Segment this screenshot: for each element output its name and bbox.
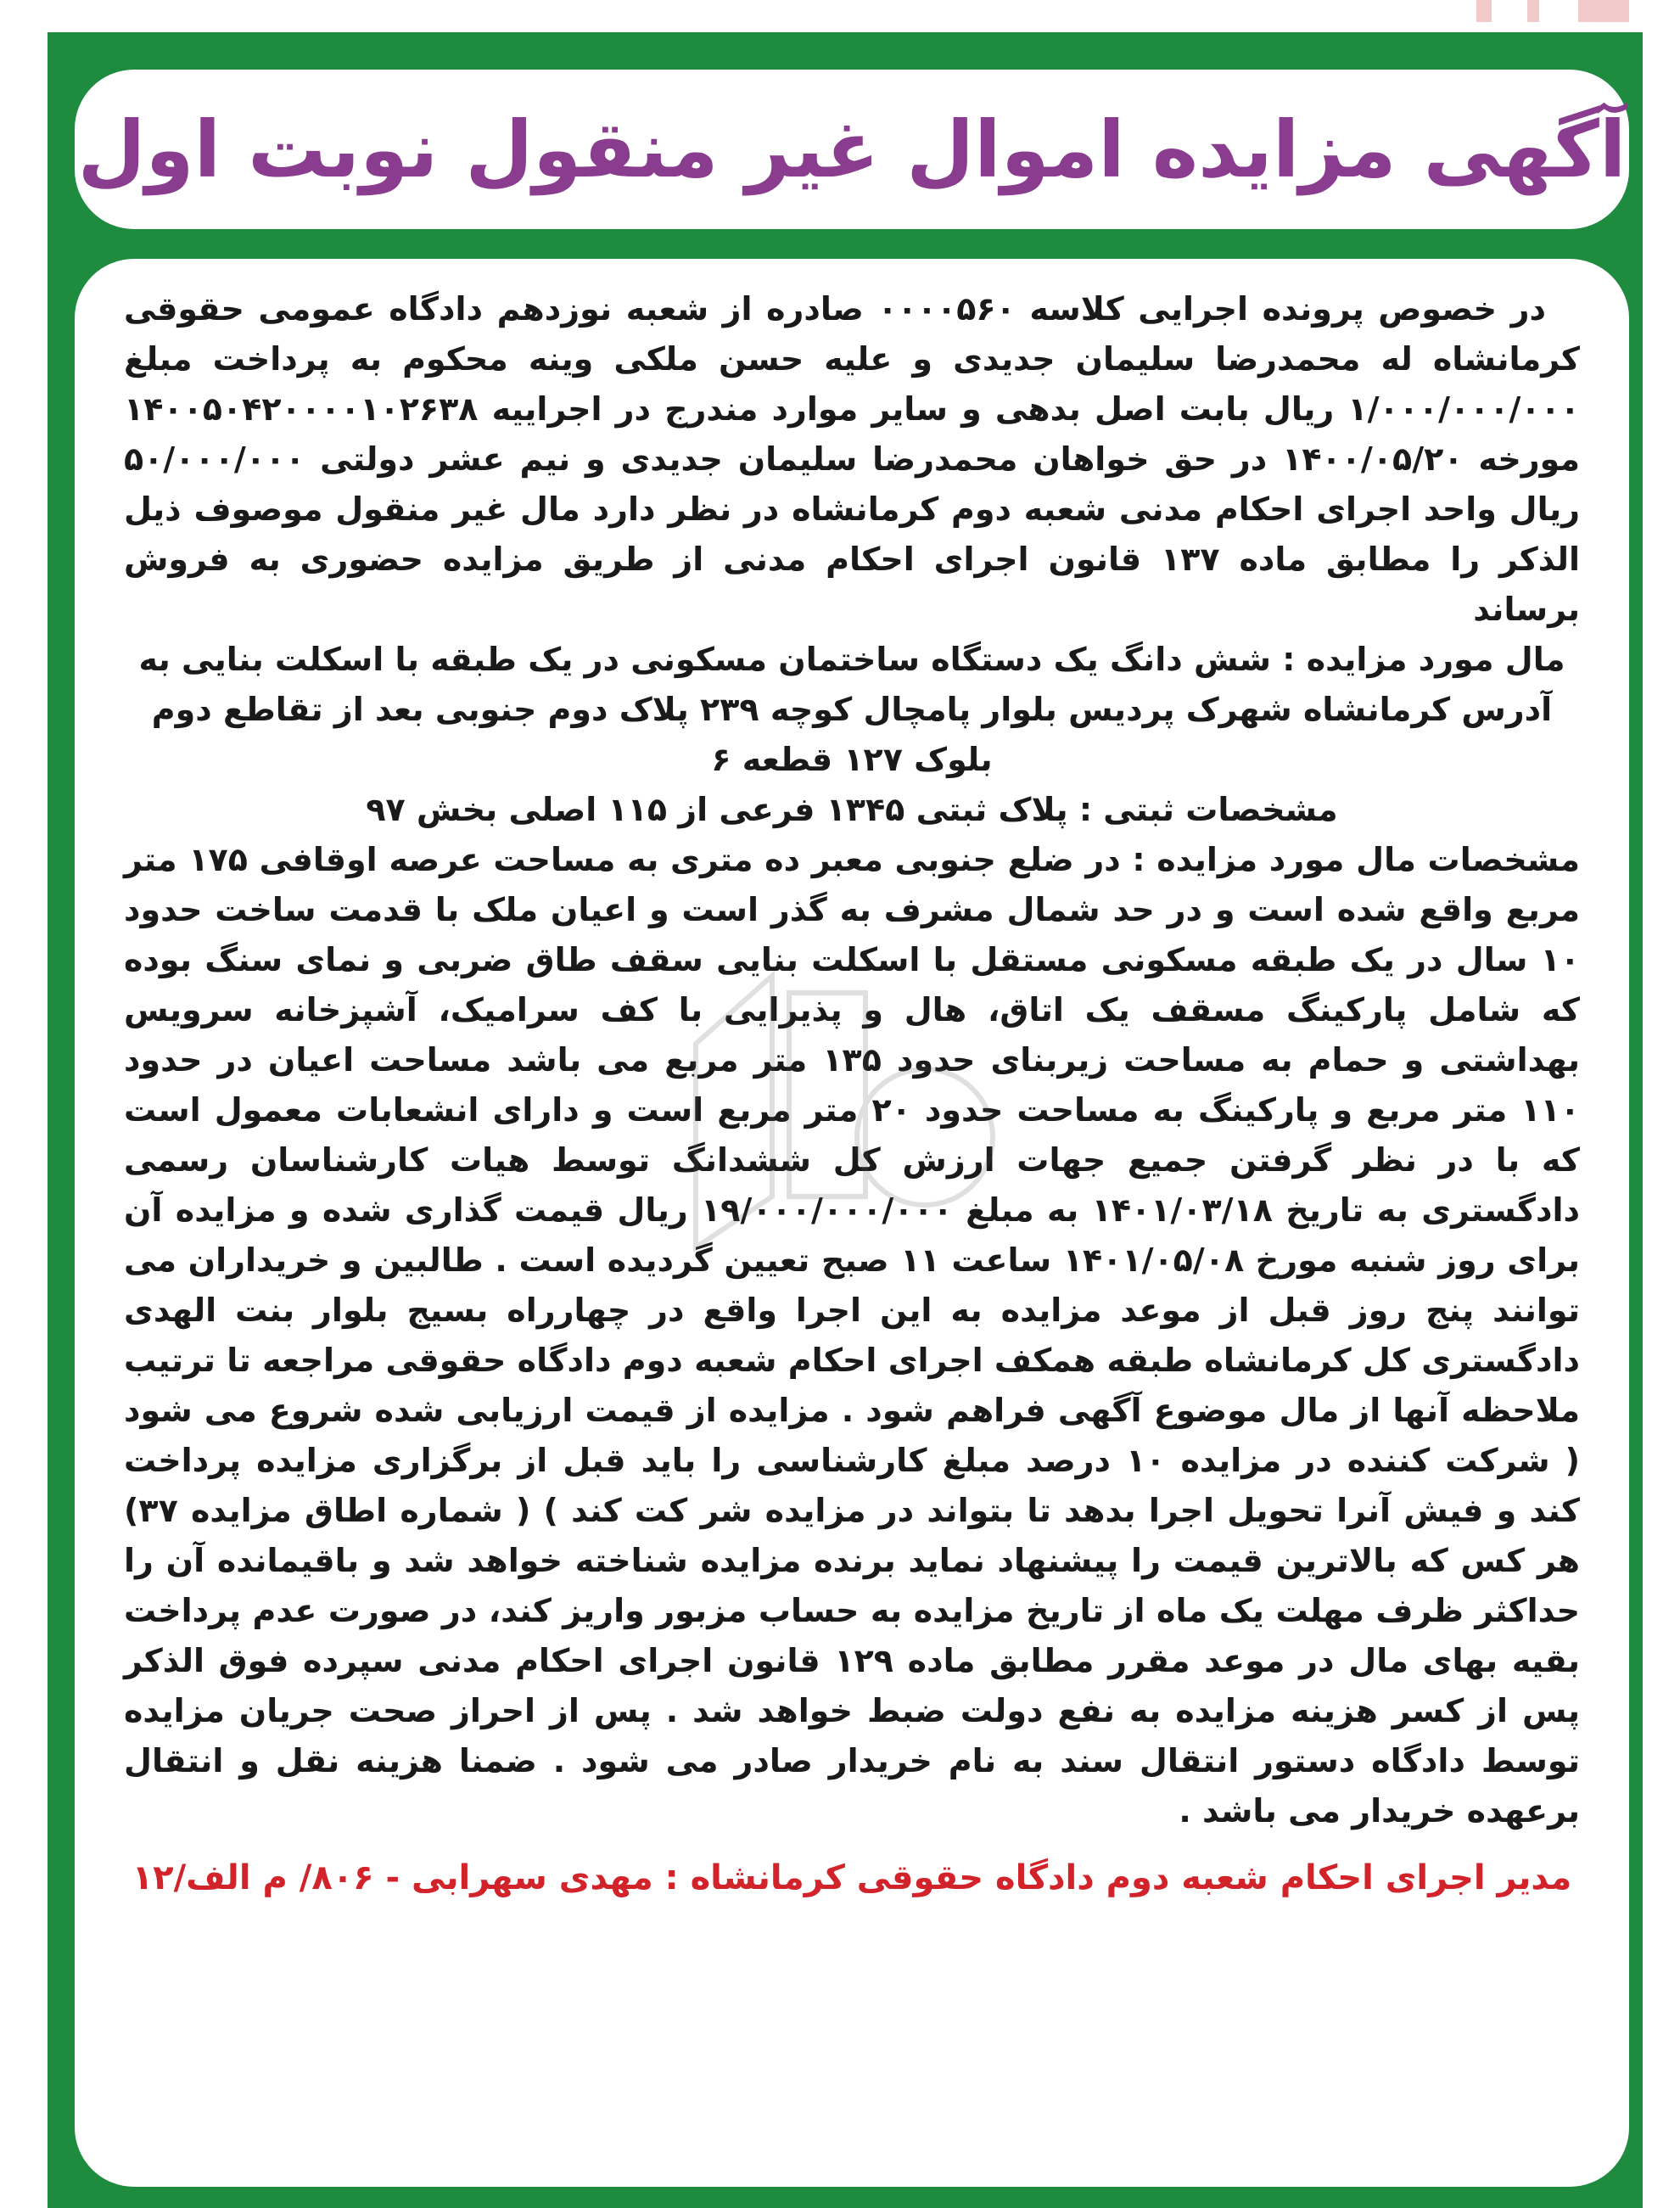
signature-line: مدیر اجرای احکام شعبه دوم دادگاه حقوقی کرمانشاه : مهدی سهرابی - ۸۰۶/ م الف/۱۲ (132, 1858, 1572, 1897)
notice-paragraph-details: مشخصات مال مورد مزایده : در ضلع جنوبی معبر ده متری به مساحت عرصه اوقافی ۱۷۵ متر مربع واقع شده است و در حد شمال مشرف به گذر است و اعیان ملک با قدمت ساخت حدود ۱۰ سال در یک طبقه مسکونی مستقل با اسکلت بنایی سقف طاق ضربی و نمای سنگ بوده که شامل پارکینگ مسقف یک اتاق، هال و پذیرایی با کف سرامیک، آشپزخانه سرویس بهداشتی و حمام به مساحت زیربنای حدود ۱۳۵ متر مربع می باشد مساحت اعیان در حدود ۱۱۰ متر مربع و پارکینگ به مساحت حدود ۲۰ متر مربع است و دارای انشعابات معمول است که با در نظر گرفتن جمیع جهات ارزش کل ششدانگ توسط هیات کارشناسان رسمی دادگستری به تاریخ ۱۴۰۱/۰۳/۱۸ به مبلغ ۱۹/۰۰۰/۰۰۰/۰۰۰ ریال قیمت گذاری شده و مزایده آن برای روز شنبه مورخ ۱۴۰۱/۰۵/۰۸ ساعت ۱۱ صبح تعیین گردیده است . طالبین و خریداران می توانند پنج روز قبل از موعد مزایده به این اجرا واقع در چهارراه بسیج بلوار بنت الهدی دادگستری کل کرمانشاه طبقه همکف اجرای احکام شعبه دوم دادگاه حقوقی مراجعه تا ترتیب ملاحظه آنها از مال موضوع آگهی فراهم شود . مزایده از قیمت ارزیابی شده شروع می شود ( شرکت کننده در مزایده ۱۰ درصد مبلغ کارشناسی را باید قبل از برگزاری مزایده پرداخت کند و فیش آنرا تحویل اجرا بدهد تا بتواند در مزایده شر کت کند ) ( شماره اطاق مزایده ۳۷) هر کس که بالاترین قیمت را پیشنهاد نماید برنده مزایده شناخته خواهد شد و باقیمانده آن را حداکثر ظرف مهلت یک ماه از تاریخ مزایده به حساب مزبور واریز کند، در صورت عدم پرداخت بقیه بهای مال در موعد مقرر مطابق ماده ۱۲۹ قانون اجرای احکام مدنی سپرده فوق الذکر پس از کسر هزینه مزایده به نفع دولت ضبط خواهد شد . پس از احراز صحت جریان مزایده توسط دادگاه دستور انتقال سند به نام خریدار صادر می شود . ضمنا هزینه نقل و انتقال برعهده خریدار می باشد . (124, 841, 1580, 1830)
notice-body (75, 259, 1629, 2187)
decorative-mark (1476, 0, 1492, 22)
notice-paragraph-registration: مشخصات ثبتی : پلاک ثبتی ۱۳۴۵ فرعی از ۱۱۵ اصلی بخش ۹۷ (366, 791, 1338, 828)
page-top-strip (0, 0, 1680, 32)
notice-paragraph-intro: در خصوص پرونده اجرایی کلاسه ۰۰۰۰۵۶۰ صادره از شعبه نوزدهم دادگاه عمومی حقوقی کرمانشاه له محمدرضا سلیمان جدیدی و علیه حسن ملکی وینه محکوم به پرداخت مبلغ ۱/۰۰۰/۰۰۰/۰۰۰ ریال بابت اصل بدهی و سایر موارد مندرج در اجراییه ۱۴۰۰۵۰۴۲۰۰۰۰۱۰۲۶۳۸ مورخه ۱۴۰۰/۰۵/۲۰ در حق خواهان محمدرضا سلیمان جدیدی و نیم عشر دولتی ۵۰/۰۰۰/۰۰۰ ریال واحد اجرای احکام مدنی شعبه دوم کرمانشاه در نظر دارد مال غیر منقول موصوف ذیل الذکر را مطابق ماده ۱۳۷ قانون اجرای احکام مدنی از طریق مزایده حضوری به فروش برساند (124, 290, 1580, 628)
decorative-mark (1578, 0, 1629, 22)
title-panel (75, 70, 1629, 229)
decorative-mark (1527, 0, 1539, 22)
notice-paragraph-property: مال مورد مزایده : شش دانگ یک دستگاه ساختمان مسکونی در یک طبقه با اسکلت بنایی به آدرس کرمانشاه شهرک پردیس بلوار پامچال کوچه ۲۳۹ پلاک دوم جنوبی بعد از تقاطع دوم بلوک ۱۲۷ قطعه ۶ (138, 641, 1565, 778)
page-title: آگهی مزایده اموال غیر منقول نوبت اول (77, 104, 1627, 195)
